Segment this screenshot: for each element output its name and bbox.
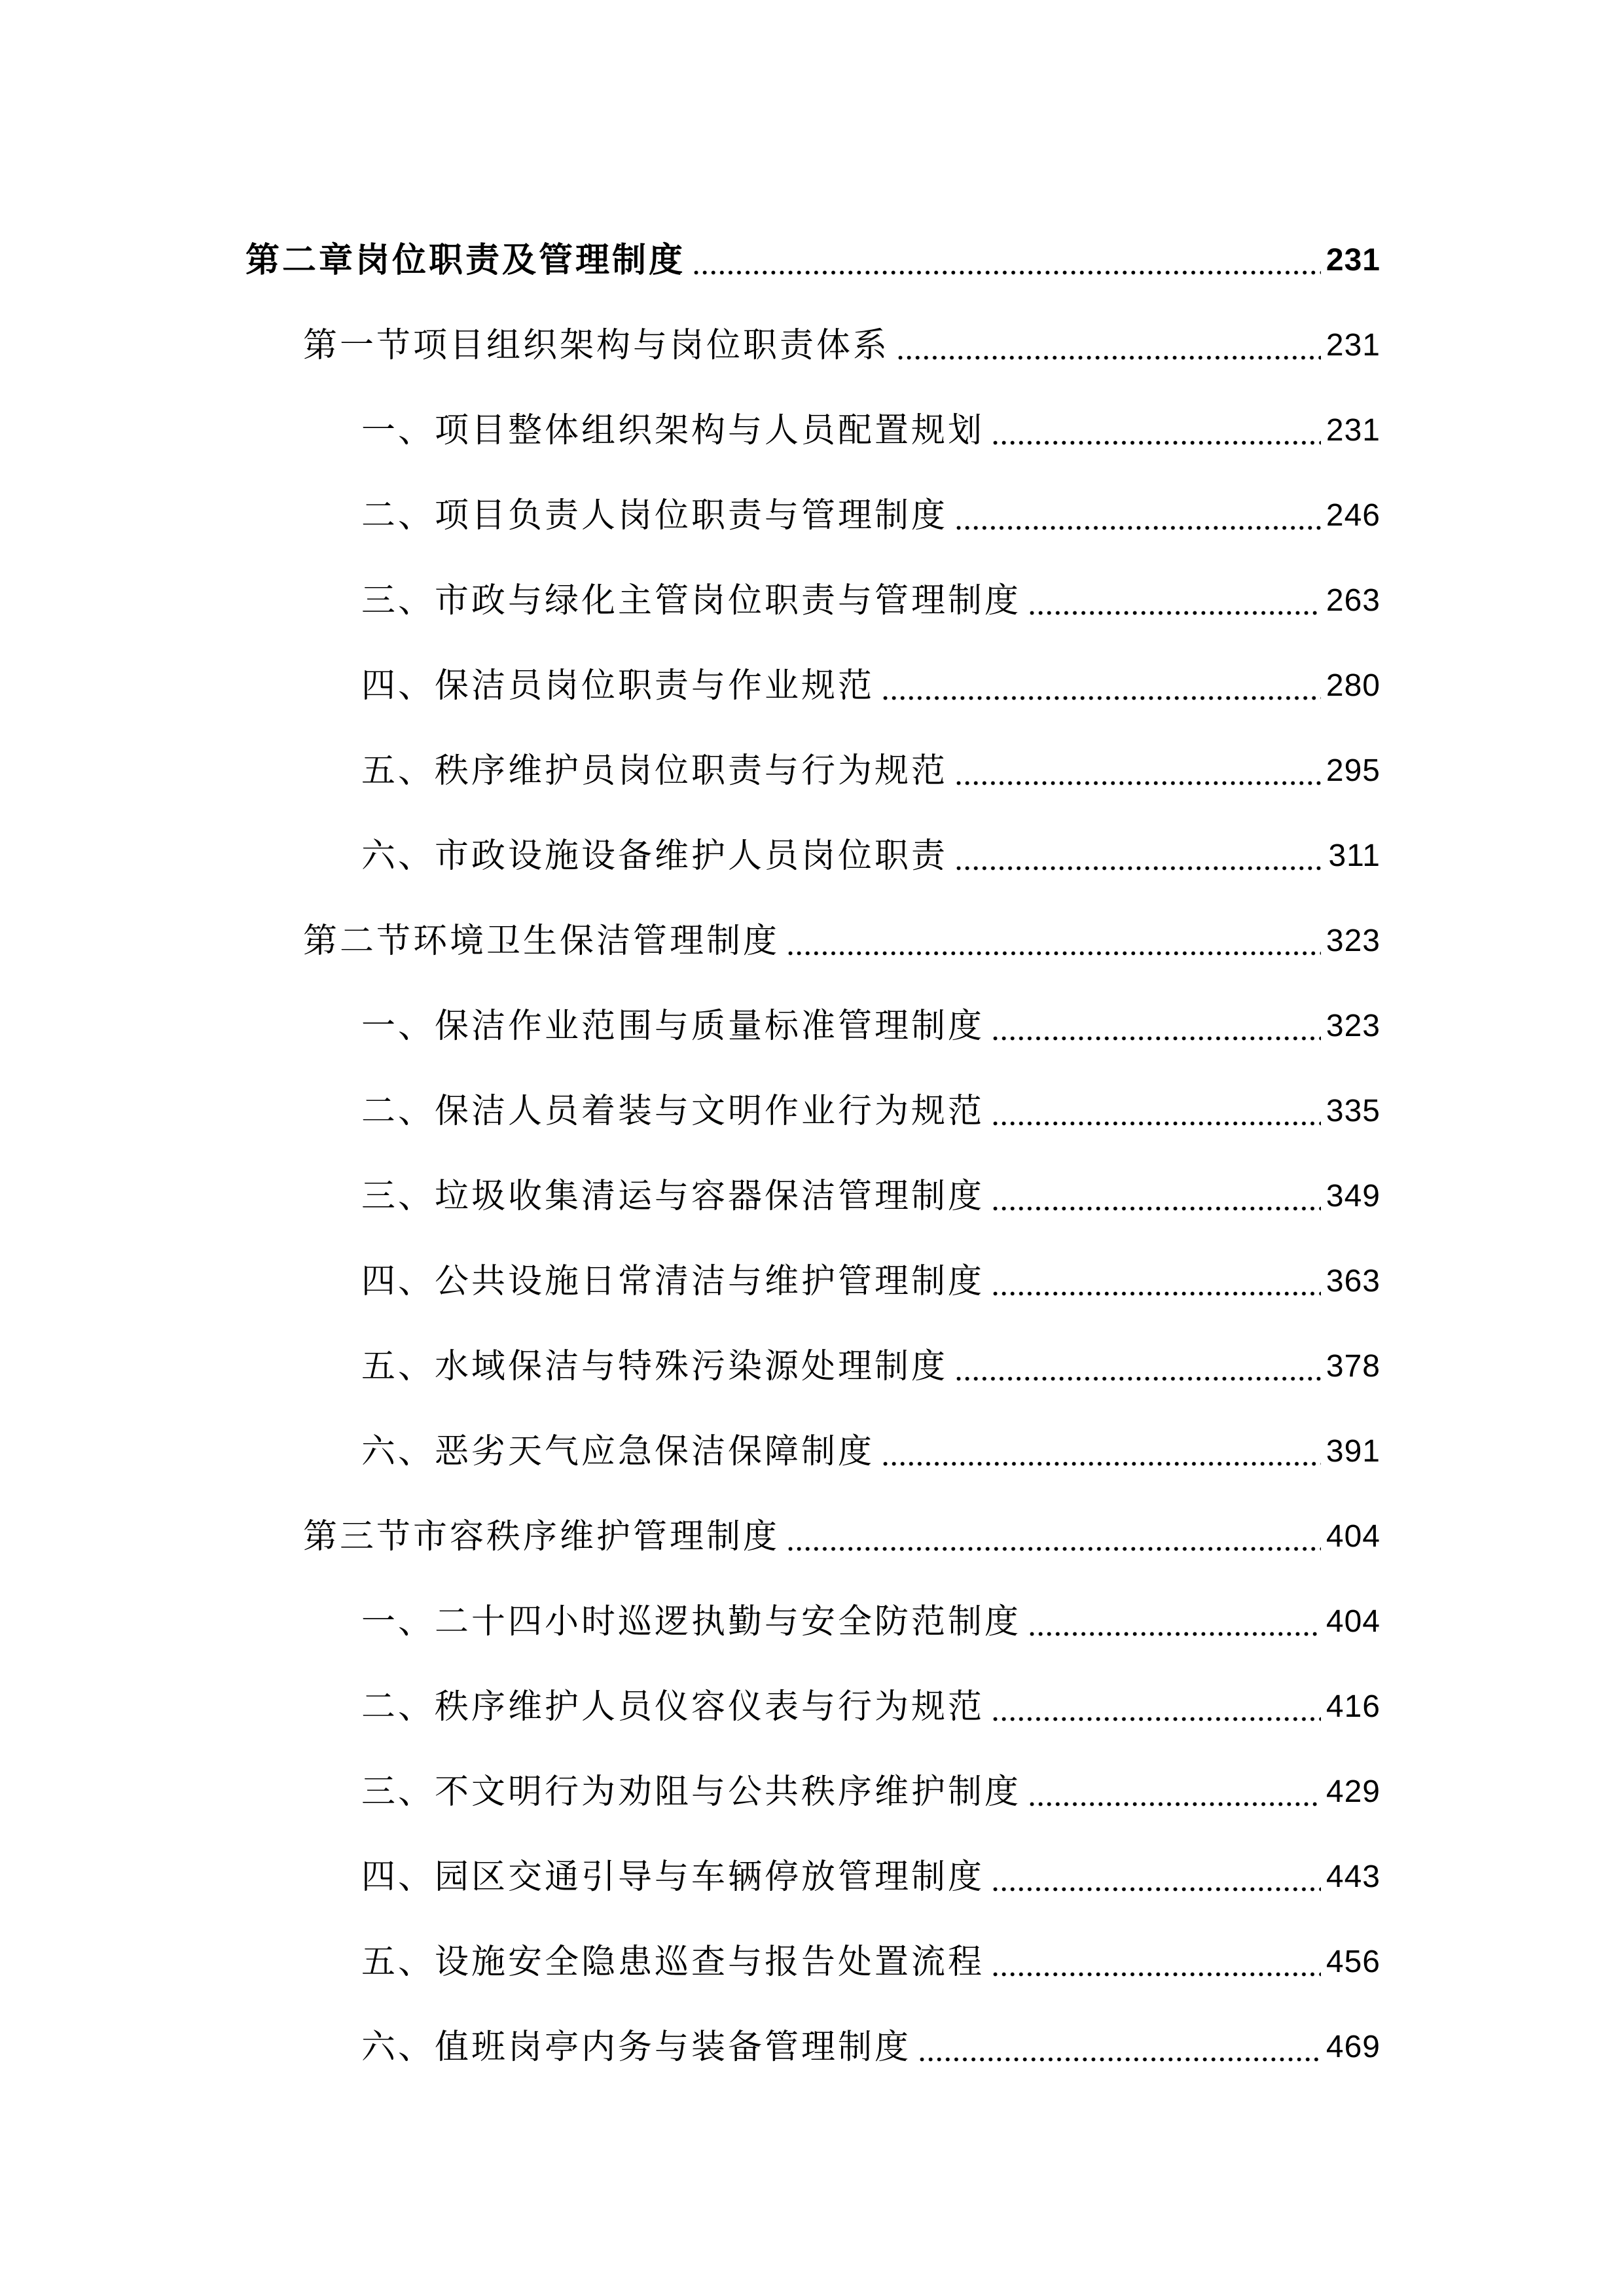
toc-entry-page-number: 246 (1326, 498, 1380, 533)
toc-entry-subsection[interactable] (0, 2005, 1624, 2090)
toc-dot-leader (991, 1860, 1321, 1894)
toc-entry-title: 四、公共设施日常清洁与维护管理制度 (361, 1262, 985, 1301)
toc-entry-title: 六、市政设施设备维护人员岗位职责 (361, 836, 948, 876)
toc-entry-title: 六、值班岗亭内务与装备管理制度 (361, 2028, 912, 2067)
toc-dot-leader (991, 1945, 1321, 1979)
toc-entry-page-number: 323 (1326, 1009, 1380, 1043)
toc-dot-leader (692, 243, 1321, 278)
toc-entry-title: 第二节环境卫生保洁管理制度 (303, 922, 780, 961)
toc-dot-leader (954, 1350, 1321, 1384)
toc-entry-page-number: 363 (1326, 1264, 1380, 1299)
toc-entry-title: 五、秩序维护员岗位职责与行为规范 (361, 751, 948, 791)
toc-dot-leader (954, 754, 1321, 788)
toc-entry-subsection[interactable] (0, 1324, 1624, 1409)
toc-entry-title: 第二章岗位职责及管理制度 (245, 240, 686, 280)
toc-entry-subsection[interactable] (0, 1920, 1624, 2005)
toc-dot-leader (896, 329, 1321, 363)
toc-dot-leader (991, 1009, 1321, 1043)
toc-entry-page-number: 231 (1326, 328, 1380, 363)
toc-entry-page-number: 311 (1328, 838, 1380, 873)
toc-entry-title: 二、项目负责人岗位职责与管理制度 (361, 496, 948, 535)
toc-entry-subsection[interactable] (0, 1835, 1624, 1920)
toc-dot-leader (1028, 584, 1321, 618)
toc-entry-page-number: 335 (1326, 1094, 1380, 1128)
toc-entry-subsection[interactable] (0, 984, 1624, 1069)
toc-entry-subsection[interactable] (0, 388, 1624, 473)
toc-dot-leader (881, 1435, 1321, 1469)
toc-entry-title: 三、垃圾收集清运与容器保洁管理制度 (361, 1177, 985, 1216)
toc-entry-page-number: 416 (1326, 1689, 1380, 1724)
toc-dot-leader (991, 1179, 1321, 1213)
toc-entry-title: 五、设施安全隐患巡查与报告处置流程 (361, 1943, 985, 1982)
toc-entry-subsection[interactable] (0, 1664, 1624, 1749)
toc-entry-title: 五、水域保洁与特殊污染源处理制度 (361, 1347, 948, 1386)
toc-entry-page-number: 263 (1326, 583, 1380, 618)
toc-entry-page-number: 456 (1326, 1945, 1380, 1979)
toc-entry-title: 三、市政与绿化主管岗位职责与管理制度 (361, 581, 1022, 620)
toc-entry-page-number: 231 (1326, 413, 1380, 448)
toc-entry-subsection[interactable] (0, 1069, 1624, 1154)
toc-entry-title: 一、项目整体组织架构与人员配置规划 (361, 411, 985, 450)
toc-dot-leader (786, 924, 1321, 958)
toc-dot-leader (918, 2030, 1321, 2064)
toc-dot-leader (881, 669, 1321, 703)
toc-entry-subsection[interactable] (0, 1579, 1624, 1664)
toc-entry-title: 二、保洁人员着装与文明作业行为规范 (361, 1092, 985, 1131)
toc-entry-page-number: 443 (1326, 1859, 1380, 1894)
toc-entry-subsection[interactable] (0, 728, 1624, 814)
toc-entry-title: 二、秩序维护人员仪容仪表与行为规范 (361, 1687, 985, 1727)
toc-entry-subsection[interactable] (0, 1154, 1624, 1239)
toc-entry-page-number: 231 (1326, 243, 1380, 278)
toc-entry-page-number: 404 (1326, 1604, 1380, 1639)
toc-entry-title: 一、保洁作业范围与质量标准管理制度 (361, 1007, 985, 1046)
toc-entry-page-number: 349 (1326, 1179, 1380, 1213)
toc-entry-chapter[interactable] (0, 218, 1624, 303)
toc-entry-subsection[interactable] (0, 643, 1624, 728)
toc-entry-page-number: 323 (1326, 924, 1380, 958)
toc-entry-subsection[interactable] (0, 1409, 1624, 1494)
toc-entry-page-number: 404 (1326, 1519, 1380, 1554)
toc-entry-title: 六、恶劣天气应急保洁保障制度 (361, 1432, 875, 1471)
toc-entry-page-number: 295 (1326, 753, 1380, 788)
toc-dot-leader (954, 839, 1323, 873)
toc-entry-page-number: 469 (1326, 2030, 1380, 2064)
toc-entry-section[interactable] (0, 303, 1624, 388)
toc-entry-title: 四、园区交通引导与车辆停放管理制度 (361, 1857, 985, 1897)
toc-entry-page-number: 378 (1326, 1349, 1380, 1384)
toc-entry-section[interactable] (0, 1494, 1624, 1579)
toc-entry-subsection[interactable] (0, 473, 1624, 558)
toc-entry-title: 四、保洁员岗位职责与作业规范 (361, 666, 875, 706)
toc-entry-section[interactable] (0, 899, 1624, 984)
toc-entry-title: 第一节项目组织架构与岗位职责体系 (303, 326, 890, 365)
toc-dot-leader (1028, 1605, 1321, 1639)
toc-dot-leader (954, 499, 1321, 533)
toc-entry-page-number: 391 (1326, 1434, 1380, 1469)
table-of-contents (0, 218, 1624, 2090)
toc-entry-subsection[interactable] (0, 1239, 1624, 1324)
toc-dot-leader (786, 1520, 1321, 1554)
toc-dot-leader (991, 1690, 1321, 1724)
toc-entry-subsection[interactable] (0, 814, 1624, 899)
toc-entry-title: 三、不文明行为劝阻与公共秩序维护制度 (361, 1772, 1022, 1812)
toc-entry-page-number: 429 (1326, 1774, 1380, 1809)
toc-entry-subsection[interactable] (0, 1749, 1624, 1835)
toc-entry-title: 一、二十四小时巡逻执勤与安全防范制度 (361, 1602, 1022, 1641)
toc-entry-page-number: 280 (1326, 668, 1380, 703)
toc-dot-leader (991, 1265, 1321, 1299)
toc-entry-title: 第三节市容秩序维护管理制度 (303, 1517, 780, 1556)
toc-entry-subsection[interactable] (0, 558, 1624, 643)
toc-dot-leader (1028, 1775, 1321, 1809)
toc-dot-leader (991, 1094, 1321, 1128)
toc-dot-leader (991, 414, 1321, 448)
